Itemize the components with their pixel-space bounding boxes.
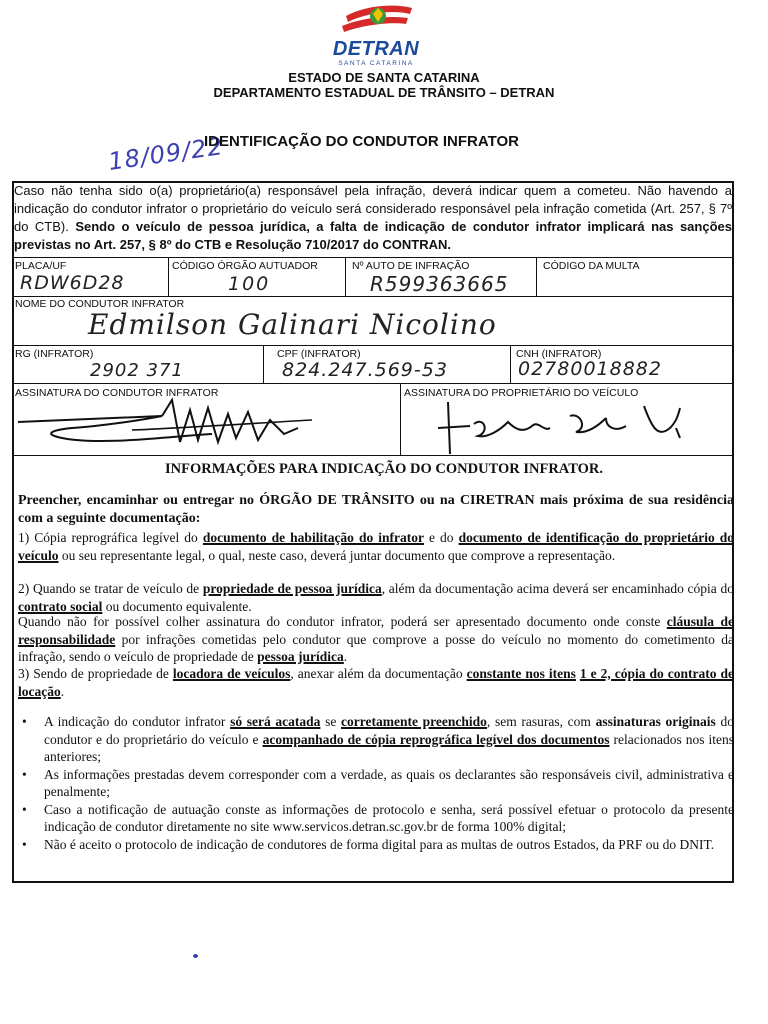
grid-line <box>510 345 511 383</box>
grid-line <box>168 257 169 296</box>
info-item-3 <box>18 665 734 700</box>
info-lead: Preencher, encaminhar ou entregar no ÓRGÃO DE TRÂNSITO ou na CIRETRAN mais próxima de sua residência com a seguinte documentação: <box>18 493 734 526</box>
text: do condutor e do proprietário do veículo e <box>44 714 734 747</box>
detran-logo <box>318 2 430 68</box>
nome-value: Edmilson Galinari Nicolino <box>88 308 497 341</box>
underlined-text: propriedade de pessoa jurídica <box>202 581 382 596</box>
text: Quando não for possível colher assinatura do condutor infrator, poderá ser apresentado documento onde conste <box>18 614 667 629</box>
underlined-text: constante nos itens <box>466 666 576 681</box>
cpf-label: CPF (INFRATOR) <box>277 348 361 360</box>
list-item <box>14 713 734 766</box>
logo-subtitle: SANTA CATARINA <box>338 60 414 67</box>
underlined-text: só será acatada <box>230 714 321 729</box>
underlined-text: acompanhado de cópia reprográfica legível dos documentos <box>262 731 610 747</box>
intro-text: Caso não tenha sido o(a) proprietário(a) responsável pela infração, deverá indicar quem a cometeu. Não havendo a indicação do condutor infrator o proprietário do veículo será considerado responsável pela infração cometida (Art. 257, § 7º do CTB). <box>14 183 732 234</box>
intro-paragraph <box>14 182 732 254</box>
list-item: • Caso a notificação de autuação conste as informações de protocolo e senha, será possível efetuar o protocolo da presente indicação de condutor diretamente no site www.servicos.detran.sc.gov.br de forma 100% digital; <box>14 801 734 836</box>
text: . <box>343 649 348 664</box>
text: ou seu representante legal, o qual, neste caso, deverá juntar documento que comprove a representação. <box>58 547 616 563</box>
placa-value: RDW6D28 <box>20 272 125 294</box>
text: , sem rasuras, com <box>486 714 596 729</box>
text: 2) Quando se tratar de veículo de <box>18 581 203 596</box>
grid-line <box>263 345 264 383</box>
logo-brand: DETRAN <box>332 38 420 60</box>
header-state: ESTADO DE SANTA CATARINA <box>288 70 480 85</box>
cpf-value: 824.247.569-53 <box>282 359 448 381</box>
underlined-text: corretamente preenchido <box>341 714 487 729</box>
text: ou documento equivalente. <box>102 598 252 614</box>
proprietario-signature-icon <box>430 398 730 458</box>
placa-label: PLACA/UF <box>15 260 67 272</box>
form-title: IDENTIFICAÇÃO DO CONDUTOR INFRATOR <box>204 133 519 150</box>
text: 1) Cópia reprográfica legível do <box>18 530 203 545</box>
underlined-text: 1 e 2, cópia do contrato de locação <box>18 666 734 699</box>
grid-line <box>12 257 734 258</box>
underlined-text: pessoa jurídica <box>257 649 344 664</box>
rg-label: RG (INFRATOR) <box>15 348 94 360</box>
bold-text: assinaturas originais <box>595 714 716 729</box>
orgao-label: CÓDIGO ÓRGÃO AUTUADOR <box>172 260 318 272</box>
grid-line <box>12 383 734 384</box>
info-item-1 <box>18 529 734 564</box>
multa-label: CÓDIGO DA MULTA <box>543 260 640 272</box>
underlined-text: locadora de veículos <box>172 666 291 681</box>
rg-value: 2902 371 <box>90 360 184 381</box>
auto-value: R599363665 <box>370 272 509 296</box>
list-item: • Não é aceito o protocolo de indicação de condutores de forma digital para as multas de outros Estados, da PRF ou do DNIT. <box>14 836 734 854</box>
info-responsabilidade <box>18 613 734 666</box>
text: , além da documentação acima deverá ser encaminhado cópia do <box>381 581 734 596</box>
underlined-text: documento de identificação do proprietário do veículo <box>18 530 734 563</box>
ass-proprietario-label: ASSINATURA DO PROPRIETÁRIO DO VEÍCULO <box>404 387 639 399</box>
grid-line <box>400 383 401 455</box>
header-department: DEPARTAMENTO ESTADUAL DE TRÂNSITO – DETRAN <box>213 85 555 100</box>
cnh-label: CNH (INFRATOR) <box>516 348 602 360</box>
underlined-text: documento de habilitação do infrator <box>202 530 424 545</box>
grid-line <box>345 257 346 296</box>
santa-catarina-flag-icon <box>318 2 430 42</box>
text: . <box>60 683 65 699</box>
info-title: INFORMAÇÕES PARA INDICAÇÃO DO CONDUTOR INFRATOR. <box>165 461 603 477</box>
handwritten-date: 18/09/22 <box>106 132 226 176</box>
intro-bold-text: Sendo o veículo de pessoa jurídica, a falta de indicação de condutor infrator implicará nas sanções previstas no Art. 257, § 8º do CTB e Resolução 710/2017 do CONTRAN. <box>14 219 732 252</box>
text: por infrações cometidas pelo condutor que comprove a posse do veículo no momento do cometimento da infração, sendo o veículo de propriedade de <box>18 631 734 664</box>
text: 3) Sendo de propriedade de <box>18 666 173 681</box>
text: A indicação do condutor infrator <box>44 714 231 729</box>
ink-dot <box>193 954 198 958</box>
ass-condutor-label: ASSINATURA DO CONDUTOR INFRATOR <box>15 387 219 399</box>
text: se <box>320 714 342 729</box>
underlined-text: cláusula de responsabilidade <box>18 614 734 647</box>
grid-line <box>12 345 734 346</box>
auto-label: Nº AUTO DE INFRAÇÃO <box>352 260 470 272</box>
cnh-value: 02780018882 <box>518 358 662 380</box>
info-item-2 <box>18 580 734 615</box>
condutor-signature-icon <box>12 390 392 460</box>
text: relacionados nos itens anteriores; <box>44 731 734 764</box>
orgao-value: 100 <box>228 273 271 295</box>
text: , anexar além da documentação <box>290 666 467 681</box>
grid-line <box>536 257 537 296</box>
rules-list <box>14 713 734 853</box>
list-item: • As informações prestadas devem corresponder com a verdade, as quais os declarantes são responsáveis civil, administrativa e penalmente; <box>14 766 734 801</box>
underlined-text: contrato social <box>18 598 103 614</box>
text: e do <box>424 530 459 545</box>
grid-line <box>12 296 734 297</box>
nome-label: NOME DO CONDUTOR INFRATOR <box>15 298 185 310</box>
